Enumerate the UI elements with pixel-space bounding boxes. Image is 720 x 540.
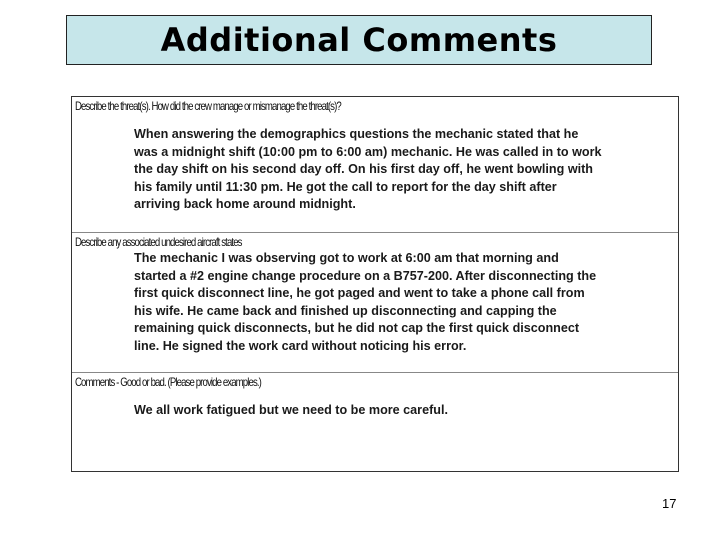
aircraft-states-prompt: Describe any associated undesired aircraft states [75, 235, 242, 249]
comments-section [72, 372, 678, 472]
threat-prompt: Describe the threat(s). How did the crew manage or mismanage the threat(s)? [75, 99, 341, 113]
aircraft-states-answer: The mechanic I was observing got to work at 6:00 am that morning and started a #2 engine change procedure on a B757-200. After disconnecting the first quick disconnect line, he got paged and went to take a phone call from his wife. He came back and finished up disconnecting and capping the remaining quick disconnects, but he did not cap the first quick disconnect line. He signed the work card without noticing his error. [134, 251, 597, 353]
threat-section [72, 97, 678, 232]
comments-answer: We all work fatigued but we need to be more careful. [134, 403, 448, 417]
threat-answer: When answering the demographics questions the mechanic stated that he was a midnight shift (10:00 pm to 6:00 am) mechanic. He was called in to work the day shift on his second day off. On his first day off, he went bowling with his family until 11:30 pm. He got the call to report for the day shift after arriving back home around midnight. [134, 127, 602, 212]
comments-form [71, 96, 679, 472]
title-banner [66, 15, 652, 65]
page-title: Additional Comments [160, 21, 558, 59]
comments-prompt: Comments - Good or bad. (Please provide examples.) [75, 375, 261, 389]
aircraft-states-section [72, 232, 678, 373]
page-number: 17 [662, 496, 677, 511]
